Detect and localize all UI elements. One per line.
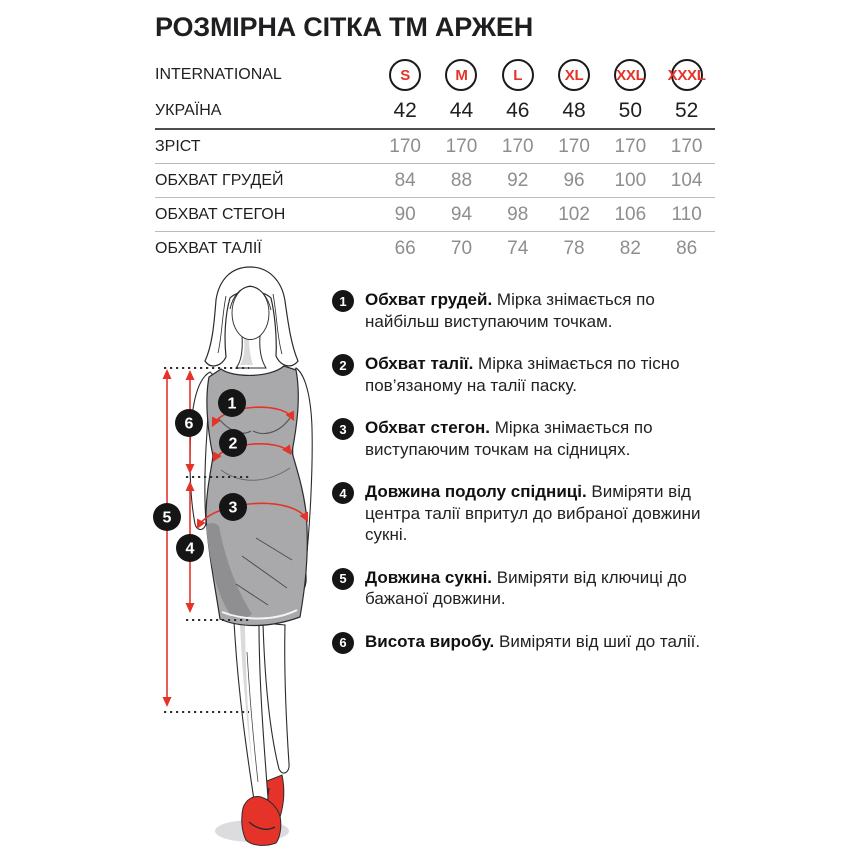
list-item-text xyxy=(365,353,726,396)
ukraine-size: 52 xyxy=(674,99,699,122)
list-item-text xyxy=(365,289,726,332)
ukraine-row-label: УКРАЇНА xyxy=(155,102,222,119)
list-item-text xyxy=(365,567,726,610)
size-circle-s xyxy=(389,59,421,91)
table-row-hips xyxy=(155,198,715,232)
ukraine-size: 48 xyxy=(562,99,586,122)
list-item-title: Обхват талії. xyxy=(365,354,474,373)
table-row-international xyxy=(155,56,715,94)
cell-value: 96 xyxy=(563,169,585,191)
size-label: M xyxy=(455,66,468,84)
size-label: S xyxy=(400,66,410,84)
figure-illustration-svg xyxy=(140,260,340,850)
list-item-desc: Виміряти від центра талії впритул до вибраної довжини сукні. xyxy=(365,482,701,544)
list-item xyxy=(332,631,726,654)
cell-value: 66 xyxy=(394,237,416,259)
list-item-desc: Мірка знімається по найбільш виступаючим точкам. xyxy=(365,290,655,331)
cell-value: 104 xyxy=(670,169,703,191)
ukraine-size: 50 xyxy=(618,99,643,122)
list-item-title: Довжина подолу спідниці. xyxy=(365,482,587,501)
cell-value: 170 xyxy=(501,135,534,157)
list-item xyxy=(332,417,726,460)
list-item-text xyxy=(365,481,726,546)
size-circle-xxxl xyxy=(667,59,706,91)
cell-value: 94 xyxy=(450,203,473,225)
figure-marker-1 xyxy=(218,389,246,417)
table-row-ukraine xyxy=(155,94,715,130)
cell-value: 90 xyxy=(394,203,416,225)
leg-right xyxy=(263,623,289,773)
list-item xyxy=(332,567,726,610)
size-circle-m xyxy=(445,59,477,91)
list-item-title: Висота виробу. xyxy=(365,631,495,651)
figure-marker-4-label: 4 xyxy=(185,540,195,558)
cell-value: 70 xyxy=(450,237,473,259)
size-circle-xxl xyxy=(614,59,646,91)
size-circle-xl xyxy=(558,59,590,91)
face xyxy=(232,287,269,340)
list-item-title: Довжина сукні. xyxy=(365,567,493,587)
cell-value: 106 xyxy=(614,203,647,225)
size-label: XXL xyxy=(616,66,645,84)
row-label: ОБХВАТ ГРУДЕЙ xyxy=(155,171,284,189)
list-item-text xyxy=(365,417,726,460)
list-number-badge: 3 xyxy=(332,418,354,440)
cell-value: 170 xyxy=(389,135,421,157)
cell-value: 170 xyxy=(670,135,703,157)
ukraine-size: 46 xyxy=(506,99,530,122)
list-item-desc: Виміряти від ключиці до бажаної довжини. xyxy=(365,567,687,608)
figure-marker-4 xyxy=(176,534,204,562)
measurement-figure xyxy=(140,260,340,850)
list-item-text xyxy=(365,631,700,654)
cell-value: 170 xyxy=(614,135,647,157)
figure-marker-3-label: 3 xyxy=(228,499,238,517)
cell-value: 86 xyxy=(676,237,698,259)
cell-value: 110 xyxy=(671,203,702,225)
figure-marker-2 xyxy=(219,429,247,457)
instruction-list xyxy=(332,289,726,675)
list-number-badge: 6 xyxy=(332,632,354,654)
list-number-badge: 4 xyxy=(332,482,354,504)
row-label: ОБХВАТ СТЕГОН xyxy=(155,205,286,223)
ukraine-size: 42 xyxy=(393,99,417,122)
list-item-title: Обхват грудей. xyxy=(365,290,493,309)
cell-value: 170 xyxy=(558,135,590,157)
international-row-label: INTERNATIONAL xyxy=(155,66,282,83)
table-row-height xyxy=(155,130,715,164)
size-table xyxy=(155,56,715,265)
size-circle-l xyxy=(502,59,534,91)
cell-value: 100 xyxy=(614,169,647,191)
figure-marker-5 xyxy=(153,503,181,531)
figure-marker-6 xyxy=(175,409,203,437)
figure-marker-1-label: 1 xyxy=(227,395,237,413)
ukraine-size: 44 xyxy=(449,99,474,122)
list-item xyxy=(332,289,726,332)
row-label: ЗРІСТ xyxy=(155,137,201,155)
cell-value: 84 xyxy=(394,169,416,191)
list-item-title: Обхват стегон. xyxy=(365,418,490,437)
list-item-desc: Мірка знімається по тісно пов’язаному на талії паску. xyxy=(365,354,680,395)
figure-marker-6-label: 6 xyxy=(184,415,194,433)
list-number-badge: 1 xyxy=(332,290,354,312)
list-number-badge: 5 xyxy=(332,568,354,590)
list-item-desc: Виміряти від шиї до талії. xyxy=(499,631,701,651)
cell-value: 92 xyxy=(507,169,529,191)
list-item-desc: Мірка знімається по виступаючим точкам на сідницях. xyxy=(365,418,653,459)
cell-value: 82 xyxy=(619,237,641,259)
page-title: РОЗМІРНА СІТКА ТМ АРЖЕН xyxy=(155,12,533,42)
arrow-dress-length xyxy=(163,369,172,707)
list-item xyxy=(332,481,726,546)
figure-marker-3 xyxy=(219,493,247,521)
list-item xyxy=(332,353,726,396)
table-row-bust xyxy=(155,164,715,198)
size-label: XXXL xyxy=(667,66,706,84)
cell-value: 102 xyxy=(558,203,590,225)
cell-value: 88 xyxy=(450,169,473,191)
cell-value: 98 xyxy=(507,203,529,225)
row-label: ОБХВАТ ТАЛІЇ xyxy=(155,239,262,257)
size-label: L xyxy=(513,66,523,84)
size-label: XL xyxy=(564,66,584,84)
cell-value: 170 xyxy=(445,135,478,157)
list-number-badge: 2 xyxy=(332,354,354,376)
cell-value: 78 xyxy=(563,237,585,259)
figure-marker-2-label: 2 xyxy=(228,435,238,453)
figure-marker-5-label: 5 xyxy=(162,509,172,527)
cell-value: 74 xyxy=(507,237,529,259)
